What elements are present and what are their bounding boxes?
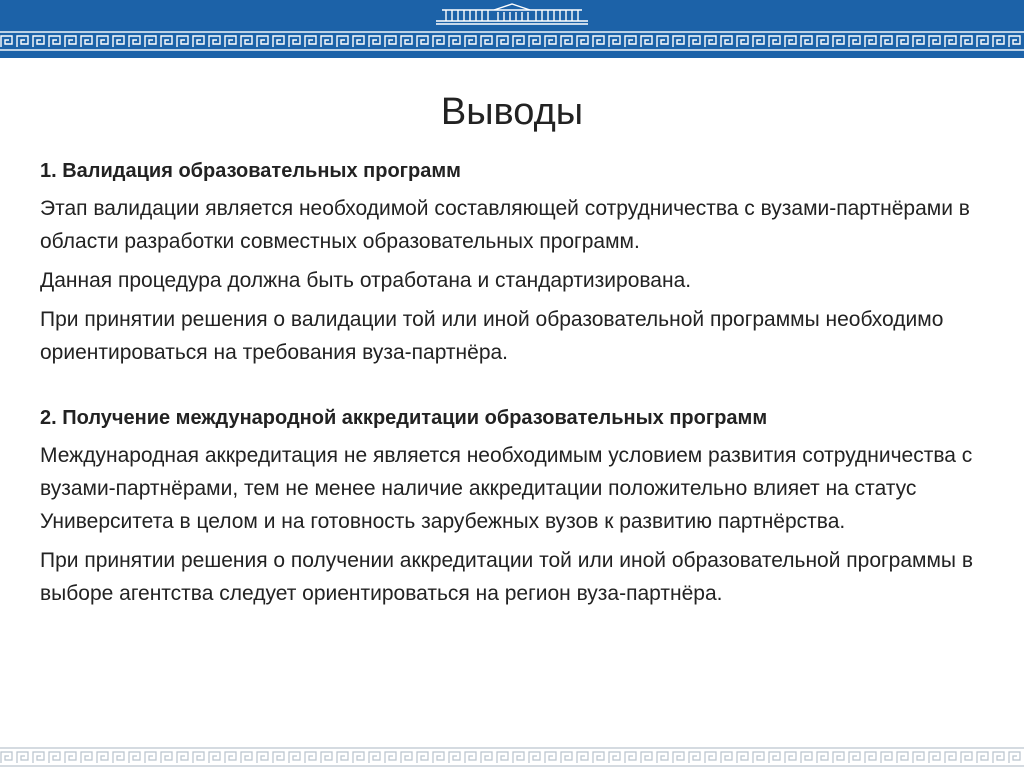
section-spacer — [40, 375, 1000, 403]
paragraph: Данная процедура должна быть отработана и стандартизирована. — [40, 269, 692, 292]
slide-content — [40, 156, 1000, 616]
section-accreditation — [40, 403, 1000, 610]
paragraph: При принятии решения о валидации той или иной образовательной программы необходимо ориентироваться на требования вуза-партнёра. — [40, 308, 944, 364]
paragraph: При принятии решения о получении аккредитации той или иной образовательной программы в выборе агентства следует ориентироваться на регион вуза-партнёра. — [40, 549, 974, 605]
section-validation — [40, 156, 1000, 369]
section-heading: 2. Получение международной аккредитации образовательных программ — [40, 407, 768, 429]
slide-title: Выводы — [440, 91, 584, 133]
bottom-meander-border — [0, 746, 1024, 768]
building-colonnade-logo-icon — [432, 2, 592, 28]
section-heading: 1. Валидация образовательных программ — [40, 160, 461, 182]
paragraph: Этап валидации является необходимой составляющей сотрудничества с вузами-партнёрами в области разработки совместных образовательных программ. — [40, 197, 970, 253]
paragraph: Международная аккредитация не является необходимым условием развития сотрудничества с вузами-партнёрами, тем не менее наличие аккредитации положительно влияет на статус Университета в целом и на готовность зарубежных вузов к развитию партнёрства. — [40, 444, 973, 533]
header-band — [0, 0, 1024, 58]
top-meander-border — [0, 30, 1024, 52]
